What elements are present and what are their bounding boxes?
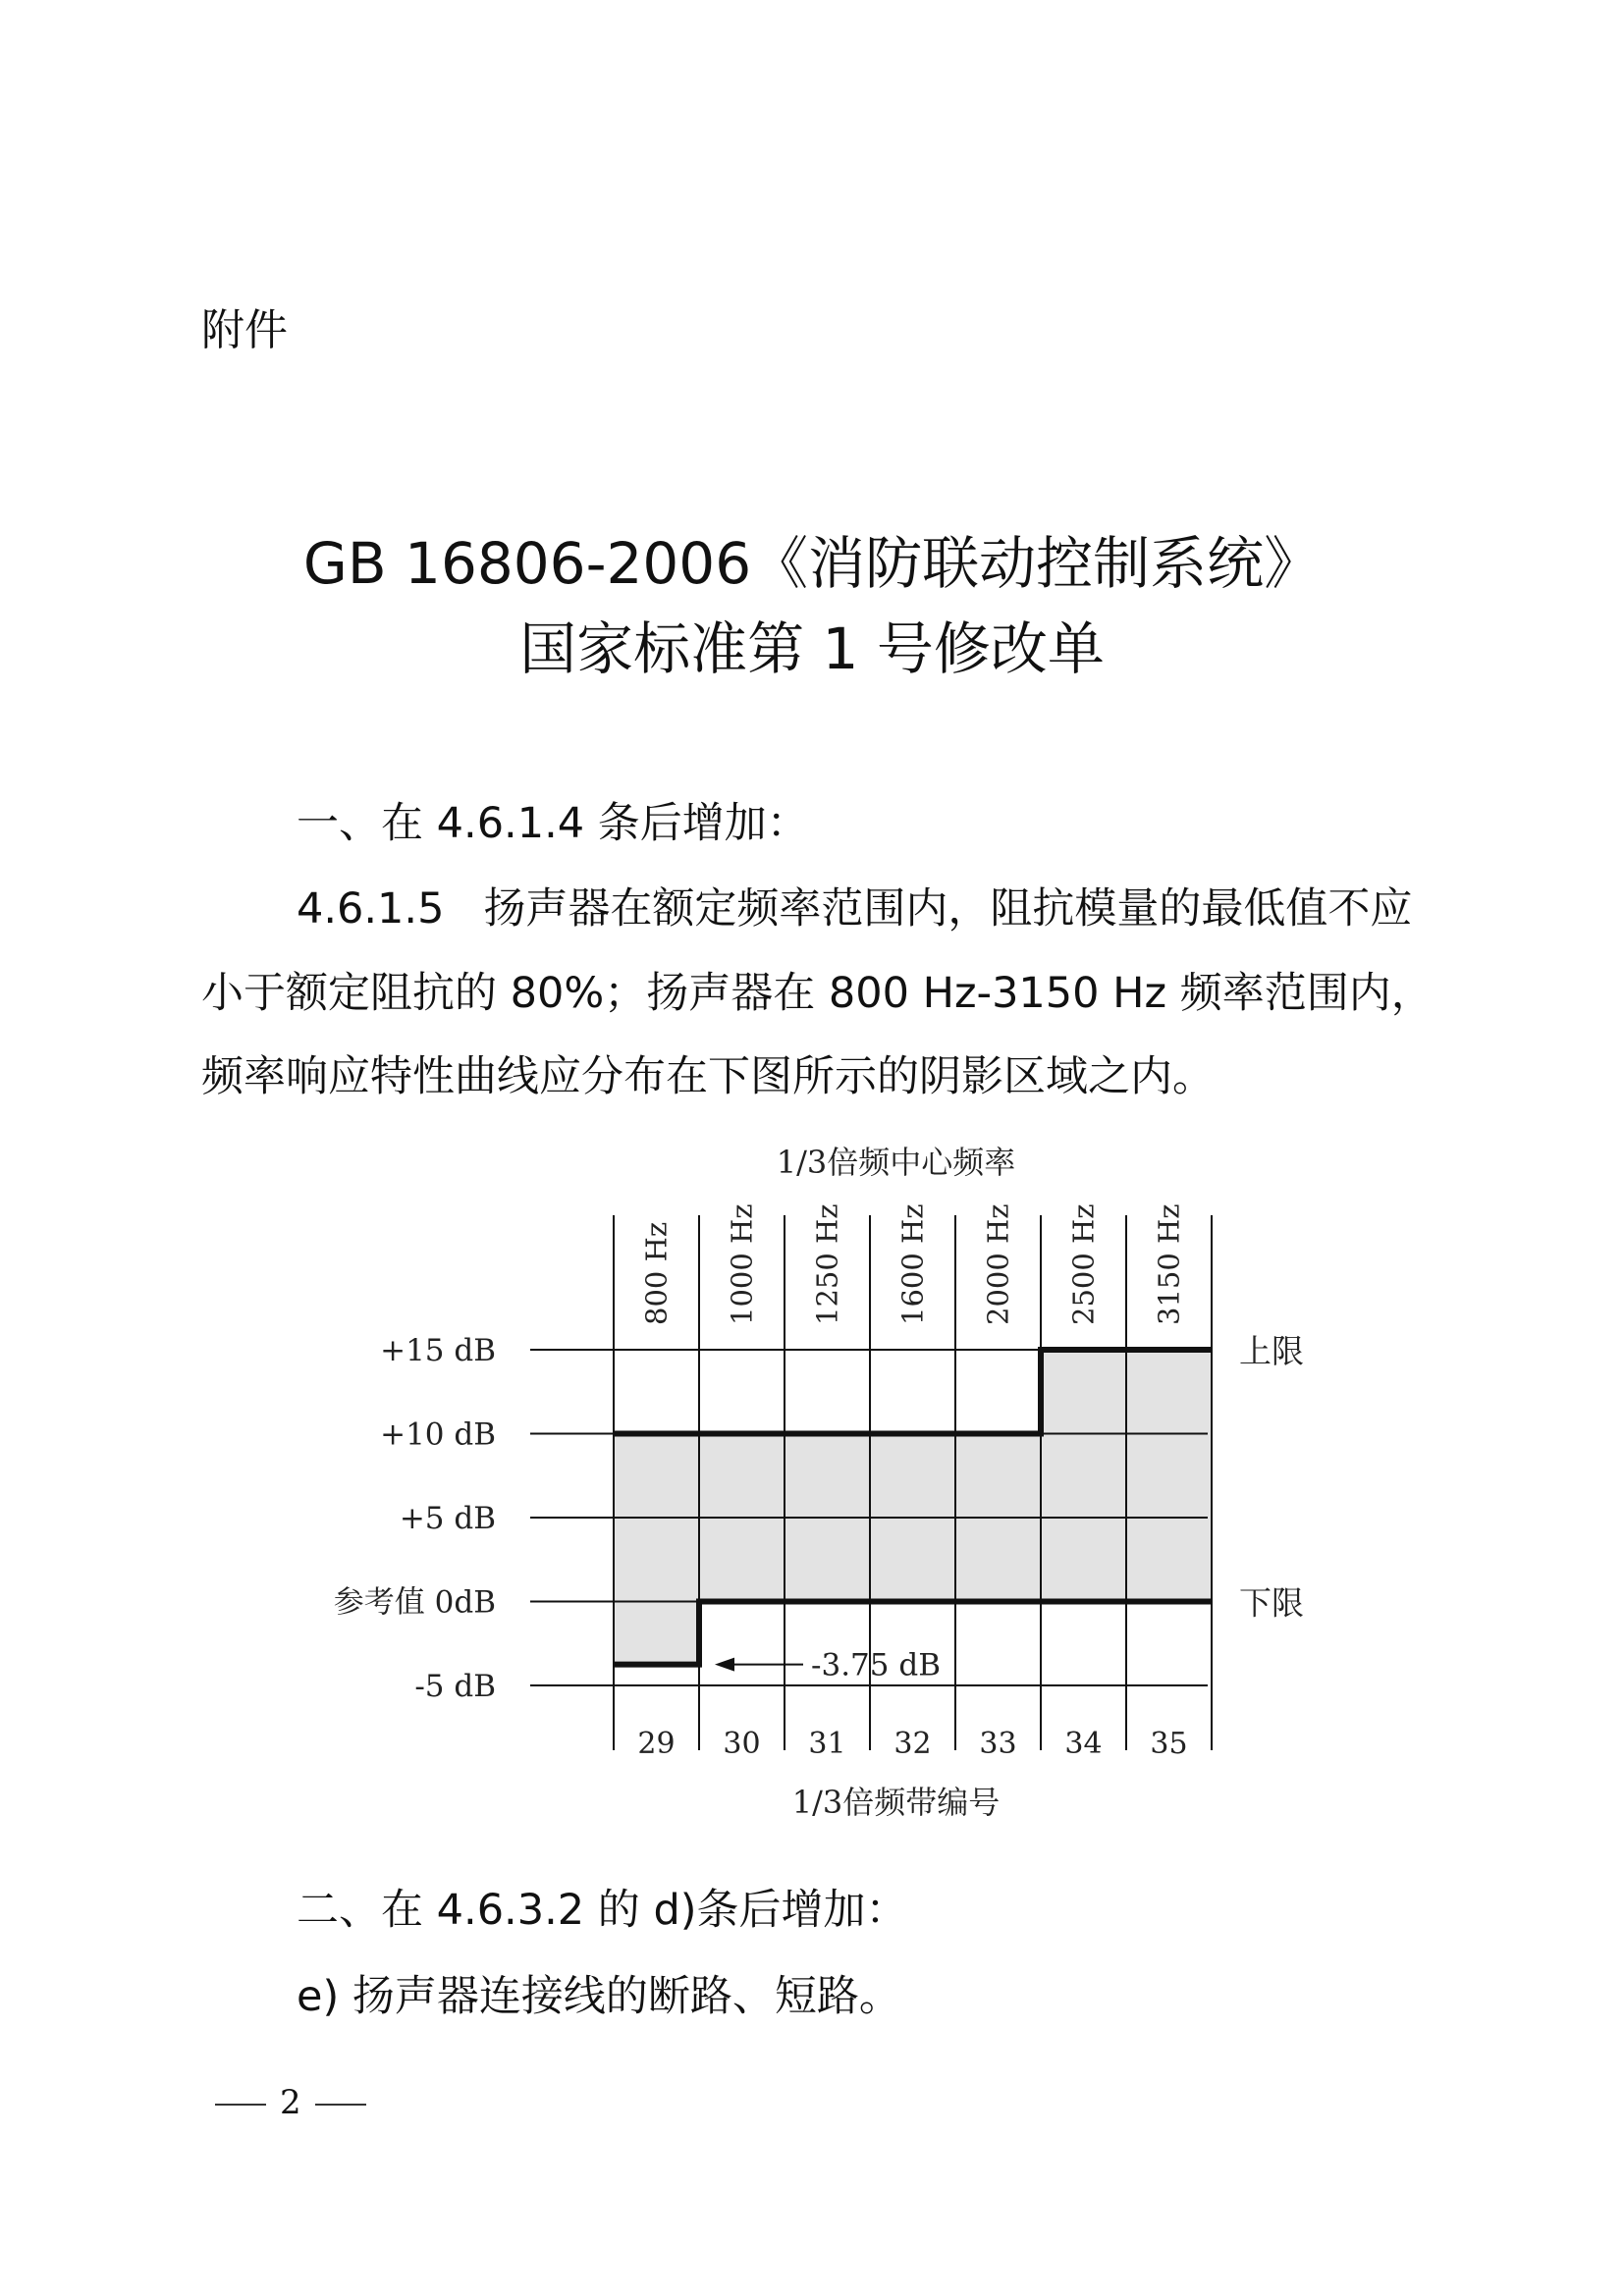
item2-e-text: e) 扬声器连接线的断路、短路。: [297, 1972, 901, 2021]
band-number-34: 34: [1064, 1727, 1103, 1761]
y-tick-label-1: +10 dB: [380, 1416, 496, 1453]
page-number: 2: [280, 2083, 301, 2122]
freq-label-3150-hz: 3150 Hz: [1152, 1203, 1186, 1325]
shaded-band-35: [1126, 1350, 1212, 1602]
band-number-29: 29: [637, 1727, 676, 1761]
annotation-label: -3.75 dB: [811, 1647, 941, 1683]
band-number-30: 30: [723, 1727, 761, 1761]
freq-label-1250-hz: 1250 Hz: [810, 1203, 844, 1325]
lower-limit-label: 下限: [1239, 1583, 1304, 1623]
clause-text-line3: 频率响应特性曲线应分布在下图所示的阴影区域之内。: [201, 1052, 1215, 1101]
upper-limit-label: 上限: [1239, 1332, 1304, 1370]
y-tick-label-4: -5 dB: [414, 1669, 496, 1704]
chart-title: 1/3倍频中心频率: [776, 1144, 1016, 1181]
page-footer: [201, 2083, 380, 2122]
annotation-arrow-head: [715, 1658, 734, 1672]
item1-heading: 一、在 4.6.1.4 条后增加：: [297, 799, 809, 848]
x-axis-label: 1/3倍频带编号: [791, 1784, 1001, 1821]
band-number-33: 33: [979, 1727, 1017, 1761]
clause-text-line2: 小于额定阻抗的 80%；扬声器在 800 Hz-3150 Hz 频率范围内，: [201, 969, 1434, 1018]
document-title-line2: 国家标准第 1 号修改单: [519, 615, 1105, 682]
shaded-band-29: [614, 1434, 699, 1665]
item2-heading: 二、在 4.6.3.2 的 d)条后增加：: [297, 1886, 908, 1935]
band-number-35: 35: [1150, 1727, 1188, 1761]
freq-label-1600-hz: 1600 Hz: [895, 1203, 930, 1325]
y-tick-label-0: +15 dB: [380, 1333, 496, 1368]
attachment-label: 附件: [201, 305, 288, 355]
freq-label-800-hz: 800 Hz: [639, 1221, 674, 1325]
footer-dash-right: [315, 2104, 366, 2106]
freq-label-1000-hz: 1000 Hz: [725, 1203, 759, 1325]
y-tick-label-3: 参考值 0dB: [333, 1584, 496, 1621]
clause-text-line1: 扬声器在额定频率范围内，阻抗模量的最低值不应: [483, 884, 1413, 934]
document-title-line1: GB 16806-2006《消防联动控制系统》: [302, 530, 1322, 597]
footer-dash-left: [215, 2104, 266, 2106]
freq-label-2500-hz: 2500 Hz: [1066, 1203, 1101, 1325]
clause-number: 4.6.1.5: [297, 884, 445, 934]
y-tick-label-2: +5 dB: [399, 1501, 496, 1536]
shaded-band-34: [1041, 1350, 1126, 1602]
freq-label-2000-hz: 2000 Hz: [981, 1203, 1015, 1325]
band-number-31: 31: [808, 1727, 846, 1761]
band-number-32: 32: [893, 1727, 932, 1761]
